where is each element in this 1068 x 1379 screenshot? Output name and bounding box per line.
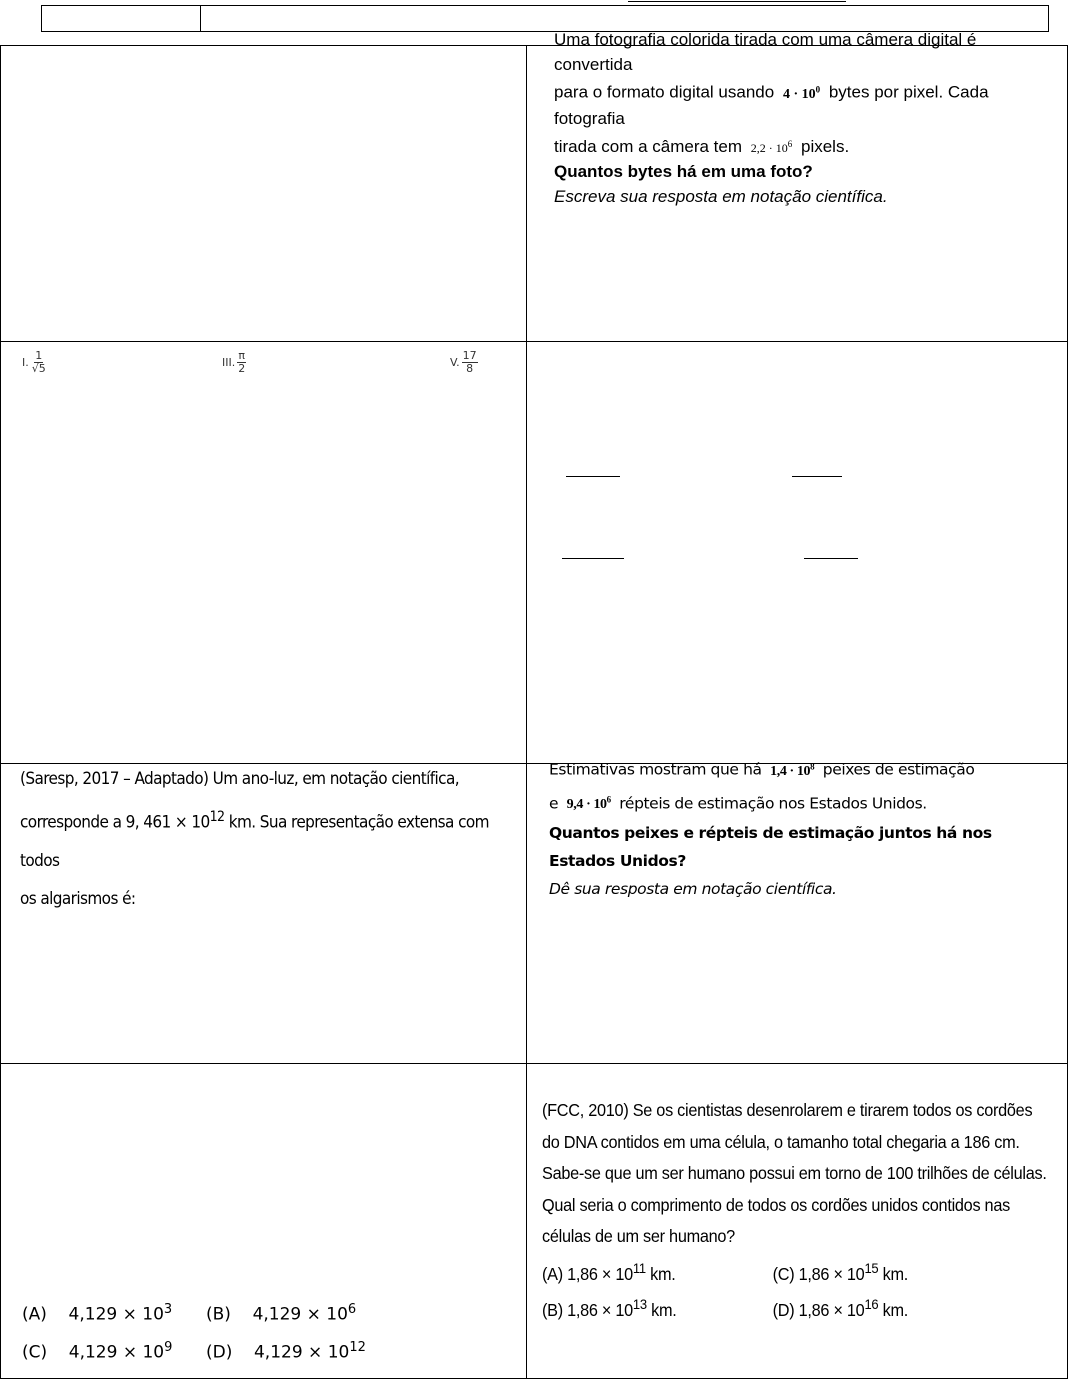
fcc-option-c[interactable] (773, 1253, 908, 1290)
row-divider-3 (1, 1063, 1067, 1064)
option-a-base: 4,129 × 10 (68, 1304, 164, 1325)
column-divider (526, 46, 527, 1378)
answer-blank-2[interactable] (792, 476, 842, 477)
fcc-option-a-unit: km. (645, 1263, 676, 1284)
photo-sci-base: 4 · 10 (782, 86, 816, 102)
photo-pixels-base: 2,2 · 10 (750, 140, 788, 155)
option-c-base: 4,129 × 10 (68, 1342, 165, 1363)
header-underline (628, 1, 846, 2)
fraction-item-1 (22, 350, 47, 375)
pets-line-1-pre: Estimativas mostram que há (549, 760, 762, 779)
pets-fish-exp: 8 (810, 761, 815, 771)
photo-pixels-exp: 6 (787, 138, 793, 149)
fcc-line-3: Sabe-se que um ser humano possui em torno de 100 trilhões de células. (542, 1163, 1047, 1183)
photo-line-1: Uma fotografia colorida tirada com uma câmera digital é convertida (554, 30, 977, 74)
option-a-label: (A) (22, 1304, 47, 1325)
fcc-option-c-exp: 15 (864, 1259, 879, 1276)
photo-instruction: Escreva sua resposta em notação científica. (554, 186, 888, 206)
pets-fish-base: 1,4 · 10 (770, 763, 811, 779)
photo-sci-exp: 0 (815, 84, 821, 94)
saresp-value-base: corresponde a 9, 461 × 10 (20, 812, 210, 833)
fraction-item-5 (450, 350, 478, 375)
pets-instruction: Dê sua resposta em notação científica. (549, 880, 837, 899)
question-saresp-light-year (20, 760, 515, 918)
fcc-option-a[interactable] (542, 1253, 676, 1290)
photo-line-3-pre: tirada com a câmera tem (554, 136, 743, 156)
pets-line-1 (549, 752, 1059, 786)
fcc-options-row-2 (542, 1289, 1067, 1325)
photo-line-3 (554, 132, 1059, 161)
saresp-value-exp: 12 (209, 809, 225, 825)
question-photo-bytes (554, 28, 1059, 209)
pets-line-2-post: répteis de estimação nos Estados Unidos. (619, 794, 927, 813)
fcc-option-d-text: (D) 1,86 × 10 (772, 1299, 865, 1320)
fraction-1-numerator: 1 (35, 349, 43, 362)
option-a-exp: 3 (163, 1302, 173, 1317)
saresp-line-1: (Saresp, 2017 – Adaptado) Um ano-luz, em notação científica, (20, 769, 459, 789)
fcc-option-d-unit: km. (878, 1299, 909, 1320)
options-row-1 (22, 1302, 517, 1340)
pets-line-2 (549, 786, 1059, 820)
saresp-line-2-post: km. Sua representação extensa com todos (20, 812, 489, 871)
answer-blank-3[interactable] (562, 558, 624, 559)
option-b-base: 4,129 × 10 (252, 1304, 348, 1325)
fcc-option-b-exp: 13 (632, 1295, 647, 1312)
saresp-options (22, 1302, 517, 1378)
saresp-line-3: os algarismos é: (20, 888, 136, 909)
fcc-option-a-text: (A) 1,86 × 10 (542, 1263, 633, 1284)
fcc-options-row-1 (542, 1253, 1067, 1289)
option-b[interactable] (206, 1302, 356, 1325)
answer-blank-1[interactable] (566, 476, 620, 477)
question-pets (549, 752, 1059, 903)
option-c-exp: 9 (164, 1340, 173, 1355)
fcc-option-c-text: (C) 1,86 × 10 (772, 1263, 865, 1284)
option-d-label: (D) (206, 1342, 233, 1363)
saresp-line-2 (20, 798, 515, 880)
fraction-5-label: V. (450, 356, 460, 369)
option-b-label: (B) (206, 1304, 231, 1325)
option-a[interactable] (22, 1302, 172, 1325)
fraction-3 (237, 350, 246, 375)
pets-reptile-count (563, 794, 615, 813)
photo-question: Quantos bytes há em uma foto? (554, 162, 813, 182)
photo-line-3-post: pixels. (800, 136, 850, 156)
pets-line-1-post: peixes de estimação (822, 760, 975, 779)
option-d-exp: 12 (349, 1340, 366, 1355)
fraction-5 (462, 350, 478, 375)
answer-blank-4[interactable] (804, 558, 858, 559)
pets-line-2-pre: e (549, 794, 559, 813)
fcc-line-4: Qual seria o comprimento de todos os cordões unidos contidos nas (542, 1194, 1010, 1215)
option-c[interactable] (22, 1340, 172, 1363)
fcc-option-d[interactable] (773, 1289, 908, 1326)
fraction-1 (31, 350, 47, 375)
fcc-line-1: (FCC, 2010) Se os cientistas desenrolarem e tirarem todos os cordões (542, 1100, 1033, 1120)
header-cell-label (42, 6, 201, 31)
fraction-list (0, 350, 525, 390)
fcc-option-d-exp: 16 (864, 1295, 879, 1312)
photo-pixel-count (747, 138, 797, 155)
fcc-line-2: do DNA contidos em uma célula, o tamanho total chegaria a 186 cm. (542, 1131, 1020, 1152)
fraction-3-numerator: π (238, 349, 246, 362)
question-fcc-dna (542, 1095, 1067, 1325)
options-row-2 (22, 1340, 517, 1378)
row-divider-1 (1, 341, 1067, 342)
fraction-5-numerator: 17 (462, 349, 477, 362)
fraction-3-label: III. (222, 356, 236, 369)
option-d[interactable] (206, 1340, 366, 1363)
fcc-line-5: células de um ser humano? (542, 1226, 735, 1246)
fcc-option-b[interactable] (542, 1289, 676, 1326)
photo-line-2 (554, 77, 1059, 132)
photo-line-2-post: bytes por pixel. Cada fotografia (554, 82, 989, 129)
photo-bytes-per-pixel (779, 84, 824, 102)
fraction-1-label: I. (22, 356, 29, 369)
pets-question: Quantos peixes e répteis de estimação juntos há nos Estados Unidos? (549, 824, 992, 871)
option-d-base: 4,129 × 10 (253, 1342, 350, 1363)
option-b-exp: 6 (347, 1302, 357, 1317)
fraction-item-3 (222, 350, 246, 375)
fraction-1-denominator: √5 (31, 362, 46, 375)
fcc-option-a-exp: 11 (632, 1259, 646, 1276)
fcc-option-b-text: (B) 1,86 × 10 (542, 1299, 633, 1320)
fraction-5-denominator: 8 (466, 362, 474, 375)
fcc-option-c-unit: km. (878, 1263, 909, 1284)
pets-reptile-base: 9,4 · 10 (566, 797, 607, 813)
fcc-option-b-unit: km. (646, 1299, 677, 1320)
fraction-3-denominator: 2 (238, 362, 246, 375)
pets-fish-count (766, 761, 818, 779)
pets-reptile-exp: 6 (606, 794, 611, 805)
option-c-label: (C) (22, 1342, 48, 1363)
photo-line-2-pre: para o formato digital usando (554, 82, 775, 102)
